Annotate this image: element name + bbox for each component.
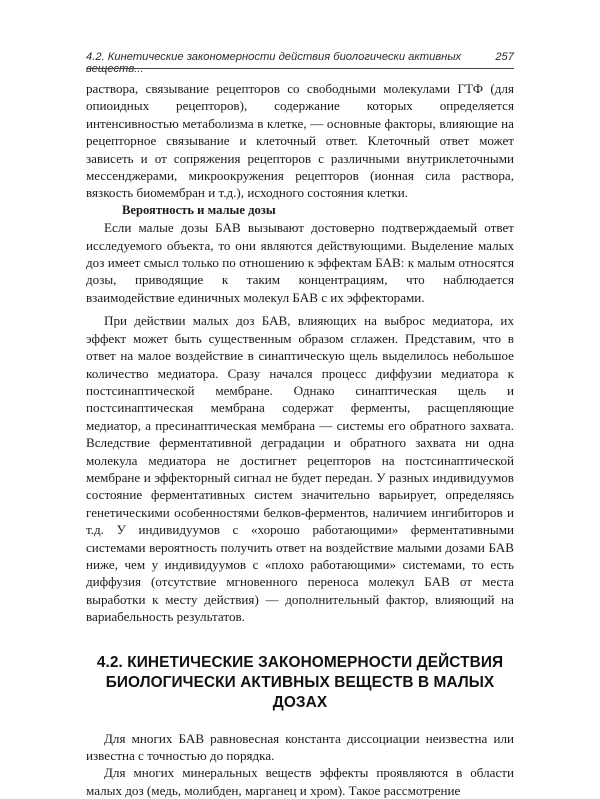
paragraph-small-doses: Если малые дозы БАВ вызывают достоверно подтверждаемый ответ исследуемого объекта, то они являются действующими. Выделение малых доз имеет смысл только по отношению к эффектам БАВ: к малым относятся дозы, приводящие к таким концентрациям, что наблюдается взаимодействие единичных молекул БАВ с их эффекторами. xyxy=(86,220,514,305)
subheading-probability: Вероятность и малые дозы xyxy=(122,202,276,217)
section-title-line-2: БИОЛОГИЧЕСКИ АКТИВНЫХ ВЕЩЕСТВ В МАЛЫХ ДОЗАХ xyxy=(105,673,495,711)
paragraph-dissociation: Для многих БАВ равновесная константа диссоциации неизвестна или известна с точностью до порядка. xyxy=(86,730,514,763)
header-rule xyxy=(86,68,514,69)
running-header-title: 4.2. Кинетические закономерности действия биологически активных веществ... xyxy=(86,51,462,75)
page-number: 257 xyxy=(495,51,514,63)
page-body xyxy=(86,80,514,799)
running-header xyxy=(86,51,514,75)
paragraph-mediator: При действии малых доз БАВ, влияющих на выброс медиатора, их эффект может быть существенным образом сглажен. Представим, что в ответ на малое воздействие в синаптическую щель выделилось небольшое количество медиатора. Сразу начался процесс диффузии медиатора к постсинаптической мембране. Однако синаптическая щель и постсинаптическая мембрана содержат ферменты, расщепляющие медиатор, а пресинаптическая мембрана — системы его обратного захвата. Вследствие ферментативной деградации и обратного захвата ни одна молекула медиатора не достигнет рецепторов на постсинаптической мембране и эффекторный сигнал не будет передан. У разных индивидуумов состояние ферментативных систем значительно варьирует, определяясь генетическими особенностями белков-ферментов, наличием ингибиторов и т.д. У индивидуумов с «хорошо работающими» ферментативными системами вероятность получить ответ на воздействие малыми дозами БАВ ниже, чем у индивидуумов с «плохо работающими» системами, то есть диффузия (отсутствие мгновенного переноса молекул БАВ от места выработки к месту действия) — дополнительный фактор, влияющий на вариабельность результатов. xyxy=(86,313,514,625)
section-title xyxy=(86,653,514,713)
paragraph-continuation: раствора, связывание рецепторов со свободными молекулами ГТФ (для опиоидных рецепторов), содержание которых определяется интенсивностью метаболизма в клетке, — основные факторы, влияющие на рецепторное связывание и клеточный ответ. Клеточный ответ может зависеть и от сопряжения рецепторов с различными внутриклеточными мессенджерами, микроокружения рецепторов (ионная сила раствора, вязкость биомембран и т.д.), исходного состояния клетки. xyxy=(86,81,514,201)
paragraph-minerals: Для многих минеральных веществ эффекты проявляются в области малых доз (медь, молибден, марганец и хром). Такое рассмотрение xyxy=(86,765,514,798)
section-title-line-1: 4.2. КИНЕТИЧЕСКИЕ ЗАКОНОМЕРНОСТИ ДЕЙСТВИЯ xyxy=(96,653,504,671)
